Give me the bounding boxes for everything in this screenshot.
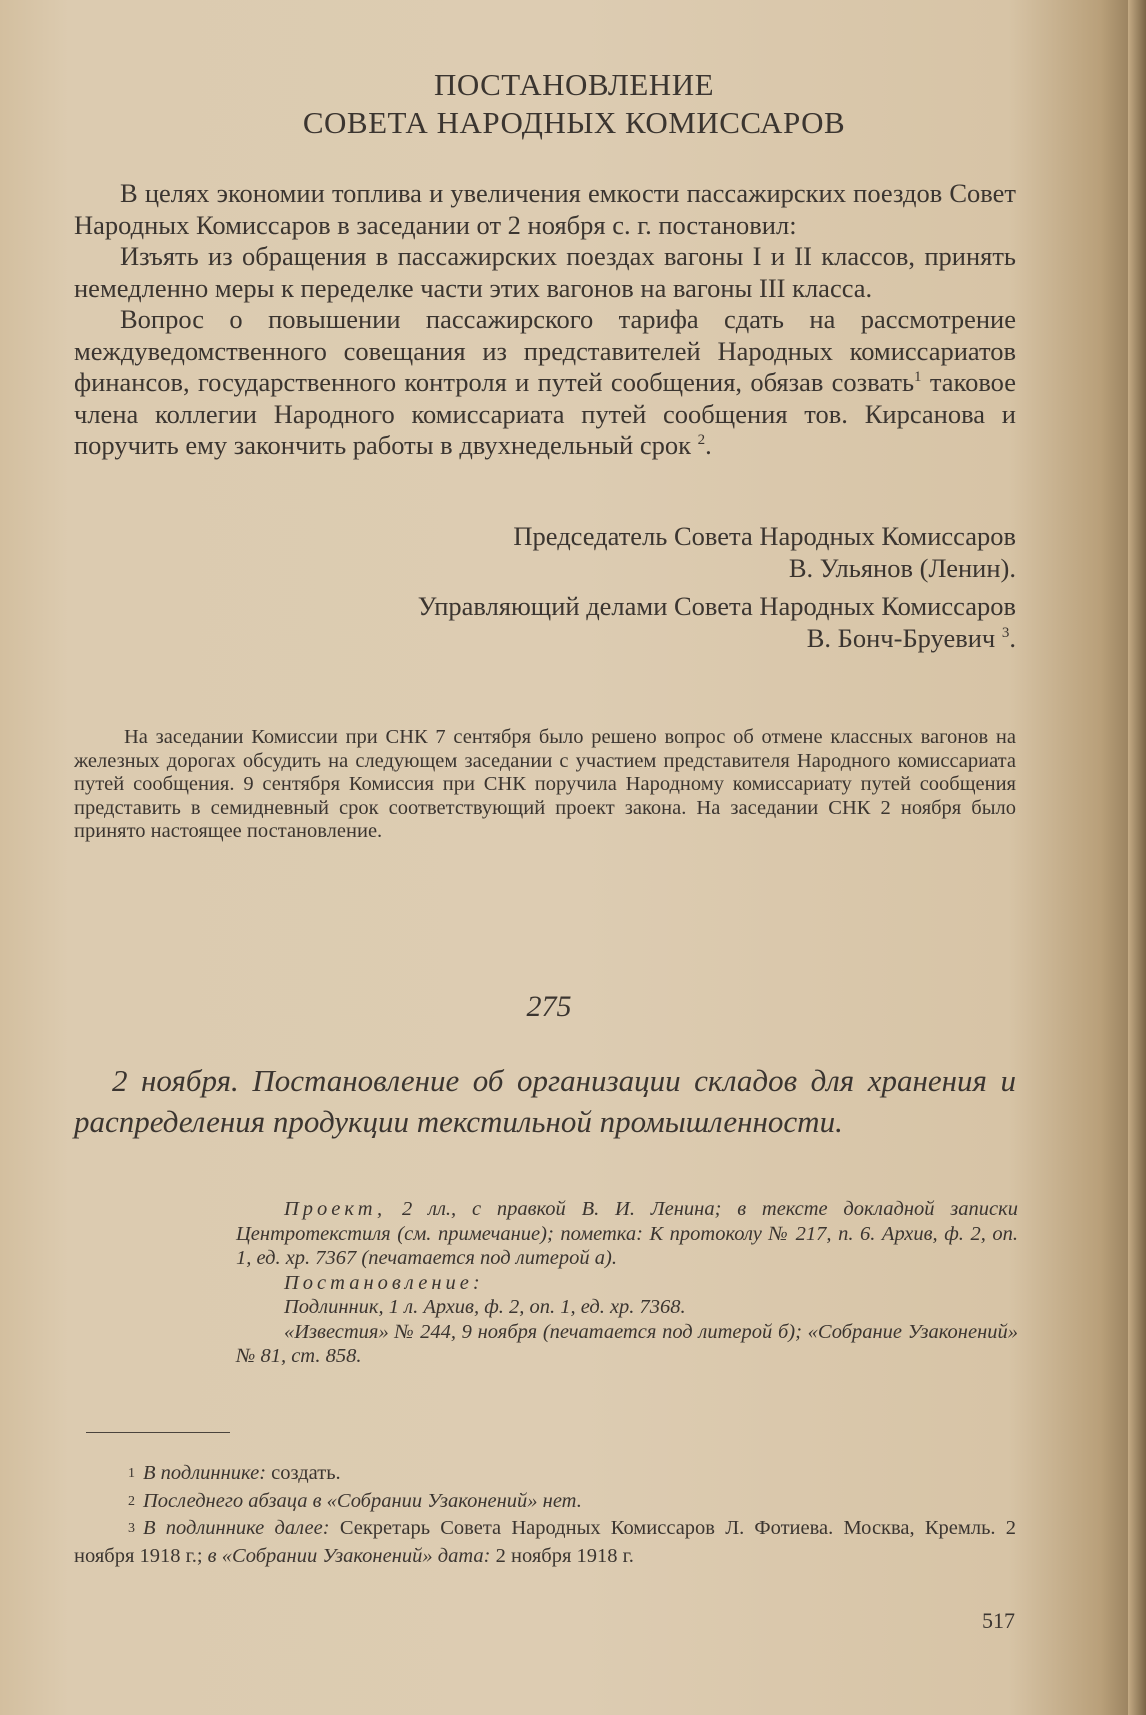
source-draft-label: Проект, <box>284 1198 387 1220</box>
footnote-3-text-2: 2 ноября 1918 г. <box>495 1544 634 1567</box>
page-number: 517 <box>982 1608 1015 1633</box>
footnote-3-italic: В подлиннике далее: <box>143 1517 330 1539</box>
source-draft-text: 2 лл., с правкой В. И. Ленина; в тексте докладной записки Центротекстиля (см. примечание); пометка: К протоколу № 217, п. 6. Архив, ф. 2, оп. 1, ед. хр. 7367 (печатается под литерой а). <box>236 1198 1018 1269</box>
footnote-ref-2: 2 <box>697 432 706 449</box>
chair-title: Председатель Совета Народных Комиссаров <box>513 521 1016 551</box>
footnote-ref-1: 1 <box>914 369 922 386</box>
decree-paragraph-2: Изъять из обращения в пассажирских поездах вагоны I и II классов, принять немедленно меры к переделке части этих вагонов на вагоны III класса. <box>74 241 1016 303</box>
manager-name-line <box>418 623 1016 655</box>
footnote-1-italic: В подлиннике: <box>143 1462 267 1484</box>
decree-paragraph-3-part-a: Вопрос о повышении пассажирского тарифа сдать на рассмотрение междуведомственного совещания из представителей Народных комиссариатов финансов, государственного контроля и путей сообщения, обязав созвать <box>74 304 1016 397</box>
footnote-3-text: Секретарь Совета Народных Комиссаров Л. Фотиева. Москва, Кремль. 2 ноября 1918 г.; <box>74 1517 1017 1567</box>
commentary-text: На заседании Комиссии при СНК 7 сентября было решено вопрос об отмене классных вагонов на железных дорогах обсудить на следующем заседании с участием представителя Народного комиссариата путей сообщения. 9 сентября Комиссия при СНК поручила Народному комиссариату путей сообщения представить в семидневный срок соответствующий проект закона. На заседании СНК 2 ноября было принято настоящее постановление. <box>74 726 1016 842</box>
footnote-2 <box>74 1489 1016 1517</box>
decree-paragraph-3-part-b: таковое члена коллегии Народного комиссариата путей сообщения тов. Кирсанова и поручить ему закончить работы в двухнедельный срок <box>74 367 1016 460</box>
title-line-2: СОВЕТА НАРОДНЫХ КОМИССАРОВ <box>302 105 846 140</box>
footnote-ref-3: 3 <box>1001 624 1010 641</box>
footnote-1 <box>74 1461 1016 1489</box>
signature-chair <box>513 521 1016 584</box>
decree-paragraph-1: В целях экономии топлива и увеличения емкости пассажирских поездов Совет Народных Комиссаров в заседании от 2 ноября с. г. постановил: <box>74 178 1016 240</box>
book-spine-shadow <box>1128 0 1146 1715</box>
source-draft <box>236 1197 1018 1271</box>
page-title <box>74 66 1074 142</box>
footnotes <box>74 1461 1016 1568</box>
footnote-3-number: 3 <box>128 1521 135 1536</box>
decree-paragraph-3-end: . <box>705 430 712 460</box>
footnote-1-text: создать. <box>271 1462 341 1484</box>
decree-body <box>74 178 1016 462</box>
source-decree-label: Постановление: <box>284 1271 484 1294</box>
source-izvestia: «Известия» № 244, 9 ноября (печатается под литерой б); «Собрание Узаконений» № 81, ст. 858. <box>236 1320 1018 1367</box>
decree-paragraph-3 <box>74 304 1016 462</box>
source-references <box>236 1197 1018 1369</box>
editorial-commentary <box>74 726 1016 844</box>
document-heading <box>74 1060 1016 1142</box>
title-line-1: ПОСТАНОВЛЕНИЕ <box>433 67 715 102</box>
document-title: 2 ноября. Постановление об организации складов для хранения и распределения продукции текстильной промышленности. <box>74 1063 1016 1139</box>
footnote-2-italic: Последнего абзаца в «Собрании Узаконений» нет. <box>143 1489 582 1512</box>
footnote-divider <box>86 1432 230 1433</box>
chair-name: В. Ульянов (Ленин). <box>788 552 1016 583</box>
footnote-3-italic-2: в «Собрании Узаконений» дата: <box>207 1544 491 1567</box>
document-number: 275 <box>526 990 572 1023</box>
signature-manager <box>418 591 1016 654</box>
manager-name-end: . <box>1009 622 1016 653</box>
footnote-1-number: 1 <box>128 1466 135 1481</box>
manager-title: Управляющий делами Совета Народных Комиссаров <box>417 591 1016 621</box>
source-original: Подлинник, 1 л. Архив, ф. 2, оп. 1, ед. хр. 7368. <box>284 1296 686 1318</box>
manager-name: В. Бонч-Бруевич <box>806 622 996 653</box>
footnote-2-number: 2 <box>128 1493 135 1509</box>
footnote-3 <box>74 1516 1016 1568</box>
